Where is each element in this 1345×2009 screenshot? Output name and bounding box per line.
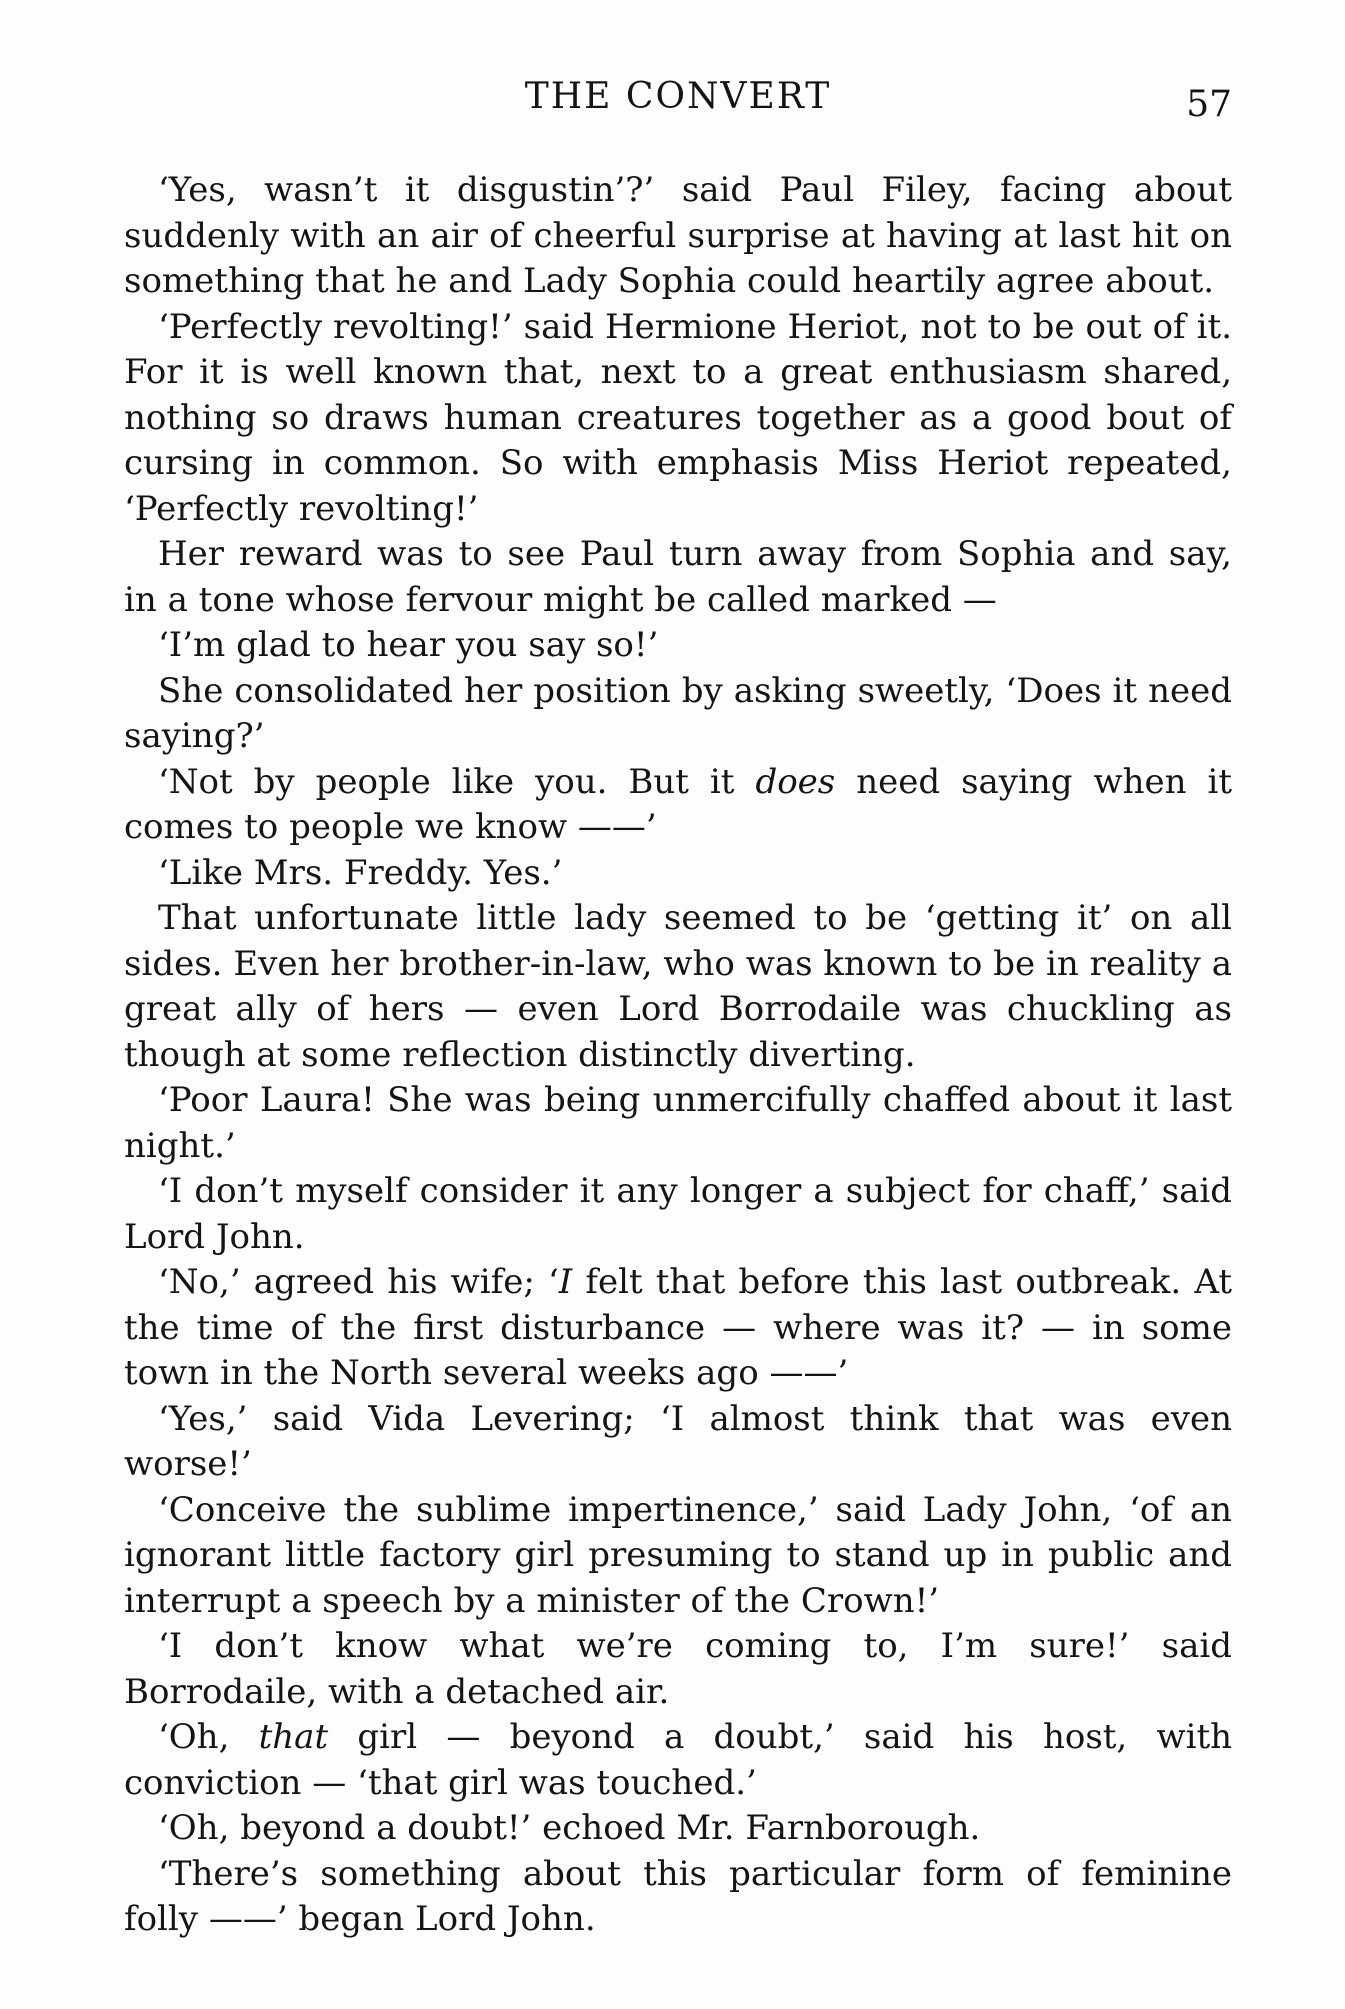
paragraph: ‘I don’t know what we’re coming to, I’m sure!’ said Borrodaile, with a detached air. (124, 1626, 1232, 1712)
paragraph: ‘I don’t myself consider it any longer a subject for chaff,’ said Lord John. (124, 1171, 1232, 1257)
paragraph: ‘Yes, wasn’t it disgustin’?’ said Paul Filey, facing about suddenly with an air of cheerful surprise at having at last hit on something that he and Lady Sophia could heartily agree about. (124, 170, 1232, 301)
text-run: need saying when it comes to people we know ——’ (124, 761, 1233, 847)
paragraph (124, 1715, 1232, 1806)
running-title: THE CONVERT (524, 76, 832, 117)
paragraph (124, 1260, 1232, 1397)
text-run: felt that before this last outbreak. At the time of the first disturbance — where was it? — in some town in the North several weeks ago ——’ (124, 1262, 1232, 1393)
paragraph: ‘Like Mrs. Freddy. Yes.’ (158, 852, 563, 893)
paragraph: ‘I’m glad to hear you say so!’ (158, 625, 659, 665)
italic-text: that (258, 1717, 329, 1757)
page-number: 57 (1186, 84, 1232, 125)
paragraph: ‘Oh, beyond a doubt!’ echoed Mr. Farnborough. (158, 1808, 981, 1848)
paragraph: Her reward was to see Paul turn away from Sophia and say, in a tone whose fervour might be called marked — (124, 534, 1232, 620)
text-run: girl — beyond a doubt,’ said his host, with conviction — ‘that girl was touched.’ (124, 1717, 1232, 1803)
paragraph: ‘Poor Laura! She was being unmercifully chaffed about it last night.’ (124, 1080, 1232, 1166)
italic-text: I (558, 1262, 573, 1302)
paragraph: ‘There’s something about this particular form of feminine folly ——’ began Lord John. (124, 1853, 1232, 1939)
paragraph: ‘Yes,’ said Vida Levering; ‘I almost think that was even worse!’ (124, 1398, 1232, 1484)
paragraph: ‘Conceive the sublime impertinence,’ said Lady John, ‘of an ignorant little factory girl presuming to stand up in public and interrupt a speech by a minister of the Crown!’ (124, 1489, 1232, 1621)
running-header (124, 70, 1232, 130)
text-run: ‘Not by people like you. But it (158, 761, 756, 802)
paragraph (124, 760, 1232, 851)
paragraph: ‘Perfectly revolting!’ said Hermione Heriot, not to be out of it. For it is well known that, next to a great enthusiasm shared, nothing so draws human creatures together as a good bout of cursing in common. So with emphasis Miss Heriot repeated, ‘Perfectly revolting!’ (124, 306, 1232, 529)
paragraph: That unfortunate little lady seemed to be ‘getting it’ on all sides. Even her brother-in-law, who was known to be in reality a great ally of hers — even Lord Borrodaile was chuckling as though at some reflection distinctly diverting. (124, 898, 1232, 1075)
text-run: ‘No,’ agreed his wife; ‘ (158, 1262, 559, 1302)
body-text (124, 168, 1232, 1943)
italic-text: does (755, 761, 836, 802)
paragraph: She consolidated her position by asking sweetly, ‘Does it need saying?’ (124, 670, 1232, 756)
text-run: ‘Oh, (158, 1717, 259, 1757)
